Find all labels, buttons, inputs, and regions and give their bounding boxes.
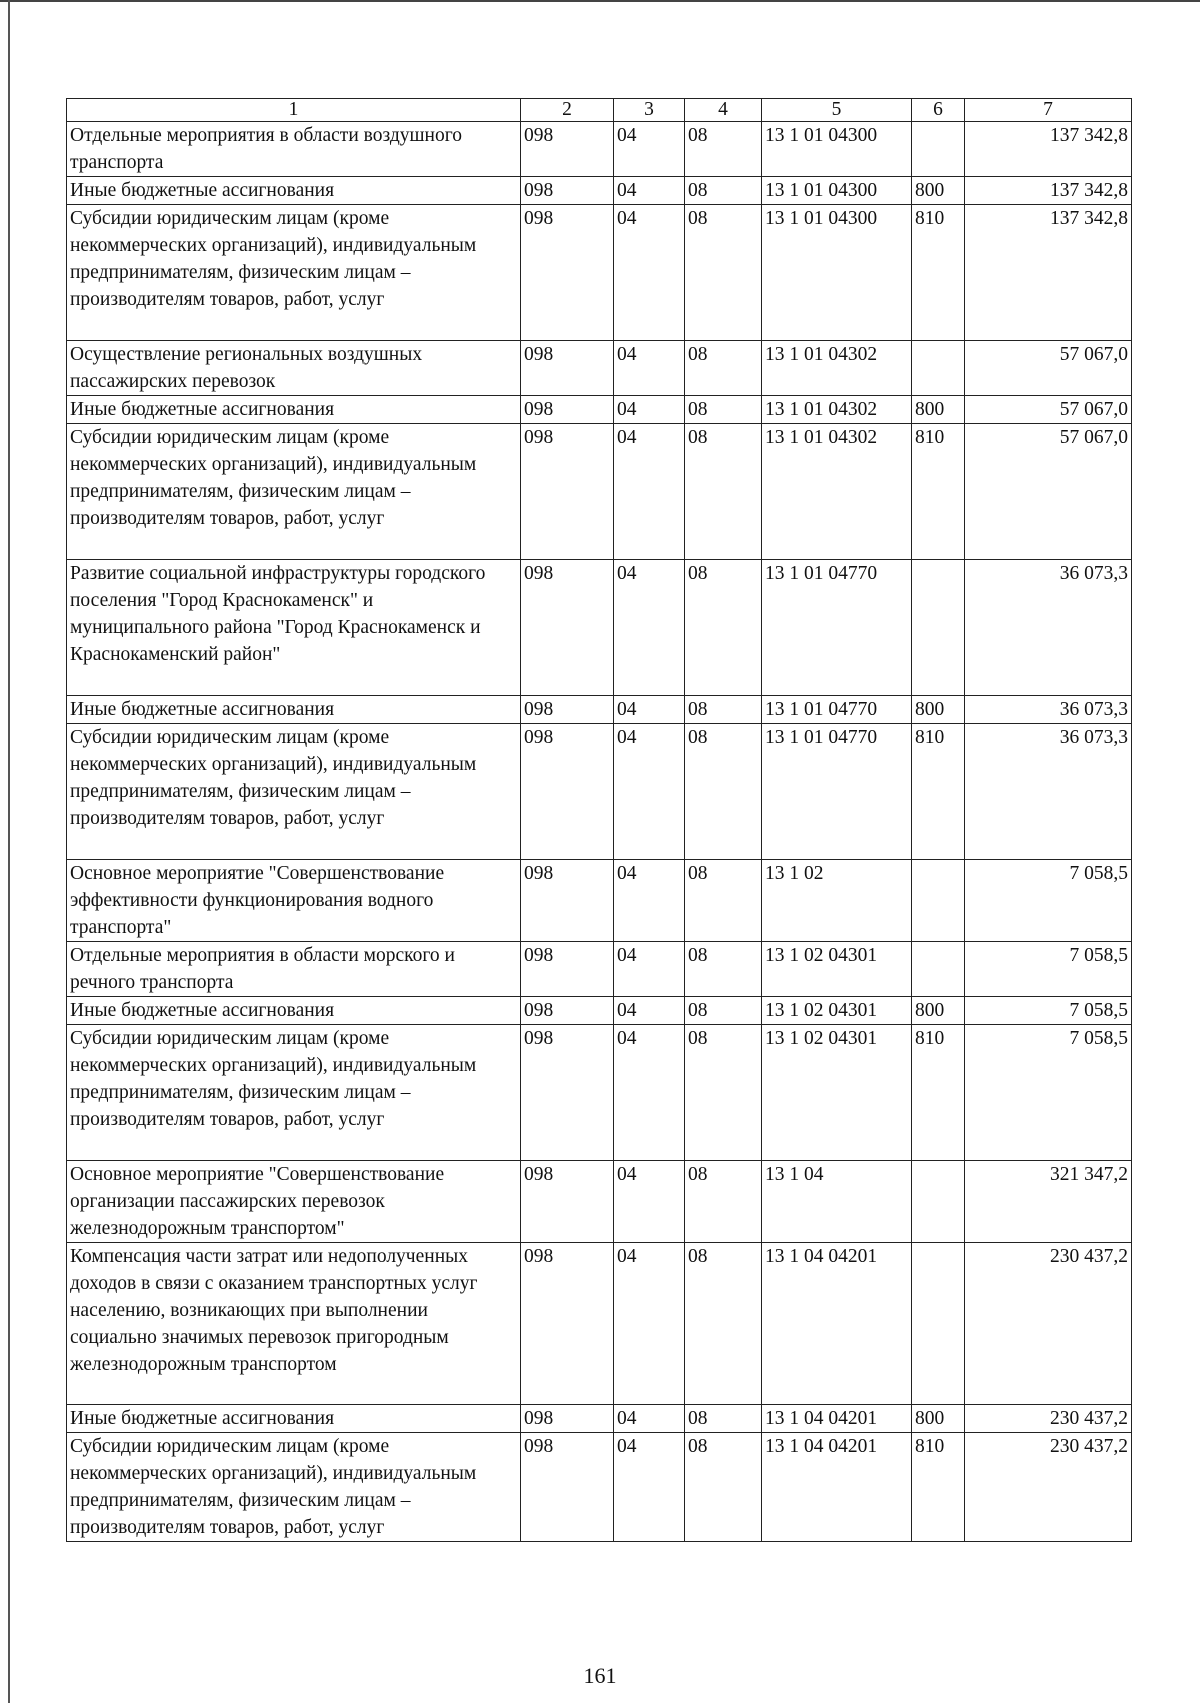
row-grbs-cell: 098 <box>521 860 614 942</box>
row-subsection-cell: 08 <box>685 1405 762 1433</box>
row-target-article-cell: 13 1 01 04770 <box>762 696 912 724</box>
table-header-row <box>67 99 1132 122</box>
table-row <box>67 942 1132 997</box>
row-name-cell: Отдельные мероприятия в области воздушного транспорта <box>67 122 521 177</box>
row-section-cell: 04 <box>614 942 685 997</box>
row-expense-type-cell: 810 <box>912 205 965 341</box>
row-expense-type-cell <box>912 1161 965 1243</box>
row-name-cell: Субсидии юридическим лицам (кроме некоммерческих организаций), индивидуальным предпринимателям, физическим лицам – производителям товаров, работ, услуг <box>67 1433 521 1542</box>
table-row <box>67 696 1132 724</box>
row-target-article-cell: 13 1 01 04300 <box>762 177 912 205</box>
row-amount-cell: 137 342,8 <box>965 205 1132 341</box>
row-expense-type-cell: 810 <box>912 424 965 560</box>
row-target-article-cell: 13 1 04 04201 <box>762 1433 912 1542</box>
row-expense-type-cell: 810 <box>912 1025 965 1161</box>
row-expense-type-cell <box>912 1243 965 1405</box>
row-name-cell: Основное мероприятие "Совершенствование организации пассажирских перевозок железнодорожным транспортом" <box>67 1161 521 1243</box>
row-grbs-cell: 098 <box>521 341 614 396</box>
row-amount-cell: 36 073,3 <box>965 724 1132 860</box>
row-section-cell: 04 <box>614 860 685 942</box>
scan-edge-top <box>0 0 1200 6</box>
table-row <box>67 177 1132 205</box>
row-grbs-cell: 098 <box>521 1433 614 1542</box>
row-amount-cell: 137 342,8 <box>965 177 1132 205</box>
table-row <box>67 997 1132 1025</box>
row-amount-cell: 7 058,5 <box>965 860 1132 942</box>
row-subsection-cell: 08 <box>685 860 762 942</box>
header-col-7: 7 <box>965 99 1132 122</box>
row-subsection-cell: 08 <box>685 1433 762 1542</box>
budget-table <box>66 98 1132 1542</box>
row-grbs-cell: 098 <box>521 122 614 177</box>
table-row <box>67 1243 1132 1405</box>
row-subsection-cell: 08 <box>685 1161 762 1243</box>
row-target-article-cell: 13 1 01 04302 <box>762 396 912 424</box>
row-target-article-cell: 13 1 02 04301 <box>762 942 912 997</box>
row-target-article-cell: 13 1 02 04301 <box>762 1025 912 1161</box>
row-expense-type-cell <box>912 860 965 942</box>
row-section-cell: 04 <box>614 341 685 396</box>
row-section-cell: 04 <box>614 724 685 860</box>
row-section-cell: 04 <box>614 1161 685 1243</box>
row-target-article-cell: 13 1 01 04300 <box>762 122 912 177</box>
header-col-1: 1 <box>67 99 521 122</box>
row-name-cell: Иные бюджетные ассигнования <box>67 997 521 1025</box>
header-col-4: 4 <box>685 99 762 122</box>
row-subsection-cell: 08 <box>685 205 762 341</box>
row-expense-type-cell: 810 <box>912 724 965 860</box>
row-amount-cell: 230 437,2 <box>965 1243 1132 1405</box>
row-expense-type-cell <box>912 560 965 696</box>
row-grbs-cell: 098 <box>521 724 614 860</box>
row-section-cell: 04 <box>614 1025 685 1161</box>
table-row <box>67 560 1132 696</box>
row-name-cell: Иные бюджетные ассигнования <box>67 696 521 724</box>
row-subsection-cell: 08 <box>685 560 762 696</box>
table-row <box>67 396 1132 424</box>
row-amount-cell: 230 437,2 <box>965 1433 1132 1542</box>
row-section-cell: 04 <box>614 424 685 560</box>
row-name-cell: Иные бюджетные ассигнования <box>67 396 521 424</box>
table-row <box>67 341 1132 396</box>
header-col-6: 6 <box>912 99 965 122</box>
table-row <box>67 424 1132 560</box>
row-subsection-cell: 08 <box>685 1025 762 1161</box>
row-subsection-cell: 08 <box>685 341 762 396</box>
row-subsection-cell: 08 <box>685 997 762 1025</box>
header-col-2: 2 <box>521 99 614 122</box>
row-expense-type-cell: 800 <box>912 396 965 424</box>
row-grbs-cell: 098 <box>521 396 614 424</box>
row-subsection-cell: 08 <box>685 396 762 424</box>
row-target-article-cell: 13 1 02 <box>762 860 912 942</box>
row-section-cell: 04 <box>614 560 685 696</box>
row-section-cell: 04 <box>614 1405 685 1433</box>
row-section-cell: 04 <box>614 696 685 724</box>
row-expense-type-cell <box>912 341 965 396</box>
row-grbs-cell: 098 <box>521 997 614 1025</box>
row-target-article-cell: 13 1 01 04302 <box>762 424 912 560</box>
row-section-cell: 04 <box>614 997 685 1025</box>
row-grbs-cell: 098 <box>521 696 614 724</box>
row-amount-cell: 57 067,0 <box>965 341 1132 396</box>
row-target-article-cell: 13 1 04 04201 <box>762 1405 912 1433</box>
row-target-article-cell: 13 1 01 04770 <box>762 724 912 860</box>
table-row <box>67 1433 1132 1542</box>
row-name-cell: Субсидии юридическим лицам (кроме некоммерческих организаций), индивидуальным предпринимателям, физическим лицам – производителям товаров, работ, услуг <box>67 424 521 560</box>
row-amount-cell: 137 342,8 <box>965 122 1132 177</box>
row-subsection-cell: 08 <box>685 122 762 177</box>
row-name-cell: Субсидии юридическим лицам (кроме некоммерческих организаций), индивидуальным предпринимателям, физическим лицам – производителям товаров, работ, услуг <box>67 205 521 341</box>
row-target-article-cell: 13 1 02 04301 <box>762 997 912 1025</box>
row-name-cell: Осуществление региональных воздушных пассажирских перевозок <box>67 341 521 396</box>
table-row <box>67 205 1132 341</box>
row-subsection-cell: 08 <box>685 424 762 560</box>
row-target-article-cell: 13 1 04 04201 <box>762 1243 912 1405</box>
row-expense-type-cell: 800 <box>912 696 965 724</box>
scan-edge-left <box>8 0 10 1703</box>
row-name-cell: Иные бюджетные ассигнования <box>67 1405 521 1433</box>
row-name-cell: Отдельные мероприятия в области морского и речного транспорта <box>67 942 521 997</box>
row-target-article-cell: 13 1 04 <box>762 1161 912 1243</box>
row-name-cell: Субсидии юридическим лицам (кроме некоммерческих организаций), индивидуальным предпринимателям, физическим лицам – производителям товаров, работ, услуг <box>67 1025 521 1161</box>
row-subsection-cell: 08 <box>685 1243 762 1405</box>
row-amount-cell: 36 073,3 <box>965 696 1132 724</box>
row-amount-cell: 7 058,5 <box>965 942 1132 997</box>
row-grbs-cell: 098 <box>521 560 614 696</box>
row-expense-type-cell <box>912 942 965 997</box>
row-subsection-cell: 08 <box>685 942 762 997</box>
row-section-cell: 04 <box>614 205 685 341</box>
row-grbs-cell: 098 <box>521 1025 614 1161</box>
row-amount-cell: 230 437,2 <box>965 1405 1132 1433</box>
row-grbs-cell: 098 <box>521 1243 614 1405</box>
row-name-cell: Иные бюджетные ассигнования <box>67 177 521 205</box>
row-target-article-cell: 13 1 01 04300 <box>762 205 912 341</box>
row-target-article-cell: 13 1 01 04770 <box>762 560 912 696</box>
header-col-3: 3 <box>614 99 685 122</box>
header-col-5: 5 <box>762 99 912 122</box>
row-amount-cell: 57 067,0 <box>965 424 1132 560</box>
row-grbs-cell: 098 <box>521 942 614 997</box>
row-grbs-cell: 098 <box>521 205 614 341</box>
row-grbs-cell: 098 <box>521 1161 614 1243</box>
row-name-cell: Основное мероприятие "Совершенствование эффективности функционирования водного транспорта" <box>67 860 521 942</box>
row-amount-cell: 7 058,5 <box>965 1025 1132 1161</box>
row-expense-type-cell: 800 <box>912 177 965 205</box>
row-section-cell: 04 <box>614 396 685 424</box>
row-name-cell: Развитие социальной инфраструктуры городского поселения "Город Краснокаменск" и муниципального района "Город Краснокаменск и Краснокаменский район" <box>67 560 521 696</box>
row-section-cell: 04 <box>614 1243 685 1405</box>
table-row <box>67 1405 1132 1433</box>
table-row <box>67 1161 1132 1243</box>
row-expense-type-cell: 800 <box>912 1405 965 1433</box>
row-section-cell: 04 <box>614 122 685 177</box>
row-subsection-cell: 08 <box>685 696 762 724</box>
row-expense-type-cell: 810 <box>912 1433 965 1542</box>
row-grbs-cell: 098 <box>521 424 614 560</box>
page-number: 161 <box>583 1663 617 1688</box>
table-row <box>67 860 1132 942</box>
table-row <box>67 1025 1132 1161</box>
row-grbs-cell: 098 <box>521 177 614 205</box>
row-name-cell: Компенсация части затрат или недополученных доходов в связи с оказанием транспортных услуг населению, возникающих при выполнении социально значимых перевозок пригородным железнодорожным транспортом <box>67 1243 521 1405</box>
row-section-cell: 04 <box>614 1433 685 1542</box>
row-expense-type-cell <box>912 122 965 177</box>
row-amount-cell: 7 058,5 <box>965 997 1132 1025</box>
row-amount-cell: 57 067,0 <box>965 396 1132 424</box>
row-name-cell: Субсидии юридическим лицам (кроме некоммерческих организаций), индивидуальным предпринимателям, физическим лицам – производителям товаров, работ, услуг <box>67 724 521 860</box>
row-section-cell: 04 <box>614 177 685 205</box>
table-row <box>67 122 1132 177</box>
table-row <box>67 724 1132 860</box>
row-amount-cell: 321 347,2 <box>965 1161 1132 1243</box>
row-target-article-cell: 13 1 01 04302 <box>762 341 912 396</box>
row-amount-cell: 36 073,3 <box>965 560 1132 696</box>
row-expense-type-cell: 800 <box>912 997 965 1025</box>
row-subsection-cell: 08 <box>685 177 762 205</box>
row-grbs-cell: 098 <box>521 1405 614 1433</box>
row-subsection-cell: 08 <box>685 724 762 860</box>
